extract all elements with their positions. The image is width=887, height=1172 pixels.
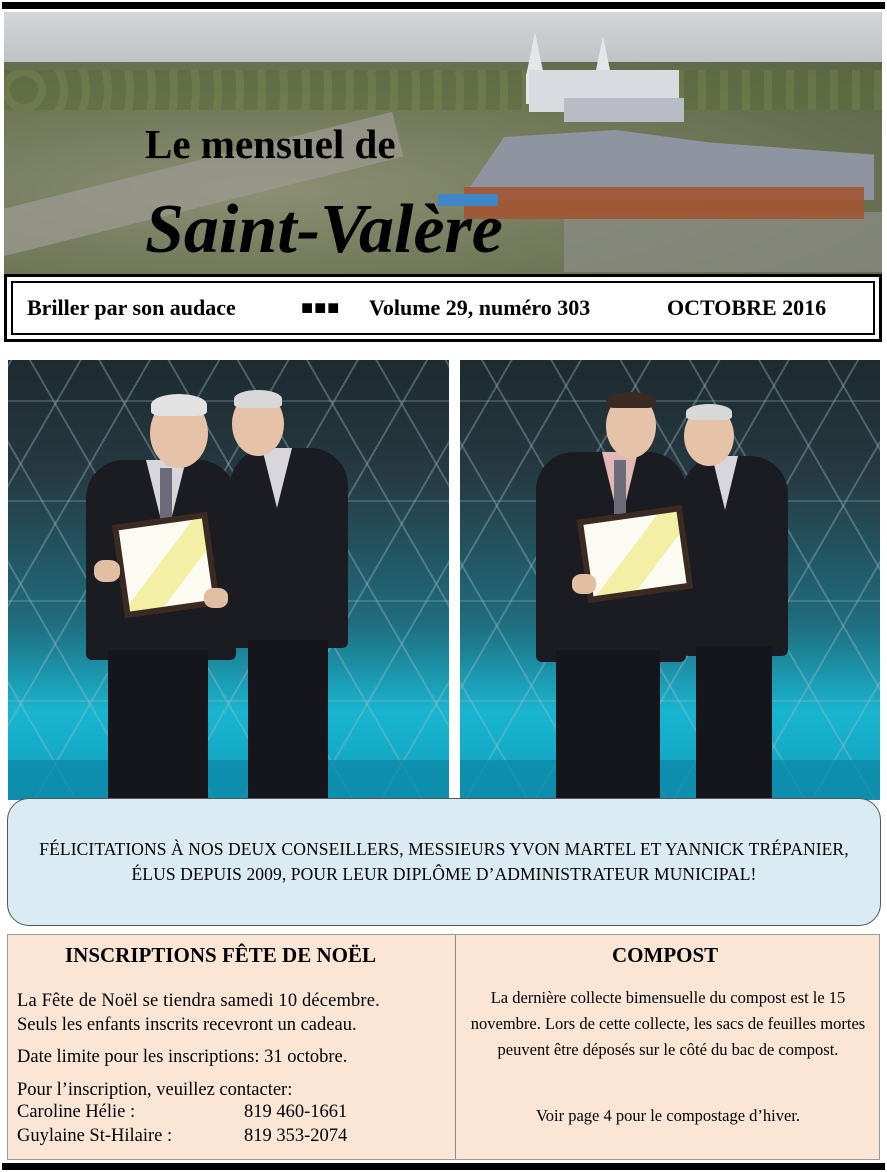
person-legs xyxy=(696,646,772,800)
info-band-inner xyxy=(11,281,875,335)
person-hand xyxy=(204,588,228,608)
photo-award-yvon-martel xyxy=(8,360,449,800)
masthead-parking-lot xyxy=(564,212,882,272)
motto: Briller par son audace xyxy=(27,295,236,320)
photo-stage xyxy=(8,760,449,800)
volume-number: Volume 29, numéro 303 xyxy=(369,295,591,320)
masthead-trees xyxy=(4,70,882,110)
person-hand xyxy=(572,574,596,594)
top-rule xyxy=(2,2,885,9)
contact-name: Guylaine St-Hilaire : xyxy=(17,1126,173,1146)
person-tie xyxy=(614,460,626,514)
person-hair xyxy=(606,392,656,408)
masthead-title-line2: Saint-Valère xyxy=(145,191,503,268)
person-legs xyxy=(108,650,208,800)
photo-stage xyxy=(460,760,880,800)
person-hand xyxy=(94,560,120,582)
person-legs xyxy=(248,640,328,800)
noel-line1: La Fête de Noël se tiendra samedi 10 décembre. xyxy=(17,991,380,1011)
person-suit xyxy=(230,448,348,648)
panel-divider xyxy=(455,935,456,1159)
community-center-wall xyxy=(464,187,864,219)
church-roof xyxy=(564,98,684,122)
contact-name: Caroline Hélie : xyxy=(17,1102,136,1122)
noel-deadline: Date limite pour les inscriptions: 31 octobre. xyxy=(17,1047,348,1067)
info-panels xyxy=(7,934,880,1160)
masthead-title-line1: Le mensuel de xyxy=(145,121,396,167)
compost-title: COMPOST xyxy=(612,943,719,967)
masthead-sky xyxy=(4,12,882,62)
contact-phone: 819 460-1661 xyxy=(244,1102,348,1122)
photo-award-yannick-trepanier xyxy=(460,360,880,800)
congratulations-text: FÉLICITATIONS À NOS DEUX CONSEILLERS, MESSIEURS YVON MARTEL ET YANNICK TRÉPANIER, ÉLUS DEPUIS 2009, POUR LEUR DIPLÔME D’ADMINISTRATEUR MUNICIPAL! xyxy=(39,839,849,884)
person-hair xyxy=(686,404,732,420)
congratulations-box xyxy=(7,798,881,926)
bottom-rule xyxy=(2,1163,885,1170)
masthead-banner xyxy=(4,12,882,276)
noel-title: INSCRIPTIONS FÊTE DE NOËL xyxy=(65,943,376,967)
contact-phone: 819 353-2074 xyxy=(244,1126,348,1146)
noel-contact-intro: Pour l’inscription, veuillez contacter: xyxy=(17,1080,293,1100)
compost-body: La dernière collecte bimensuelle du compost est le 15 novembre. Lors de cette collecte, les sacs de feuilles mortes peuvent être déposés sur le côté du bac de compost. xyxy=(470,988,866,1059)
person-hair xyxy=(151,394,207,416)
noel-line2: Seuls les enfants inscrits recevront un cadeau. xyxy=(17,1015,357,1035)
person-legs xyxy=(556,650,660,800)
person-suit xyxy=(682,456,788,656)
info-band xyxy=(4,274,882,342)
person-hair xyxy=(234,390,282,408)
issue-month: OCTOBRE 2016 xyxy=(667,295,827,320)
compost-note: Voir page 4 pour le compostage d’hiver. xyxy=(535,1106,801,1125)
separator-squares: ■■■ xyxy=(301,296,341,319)
